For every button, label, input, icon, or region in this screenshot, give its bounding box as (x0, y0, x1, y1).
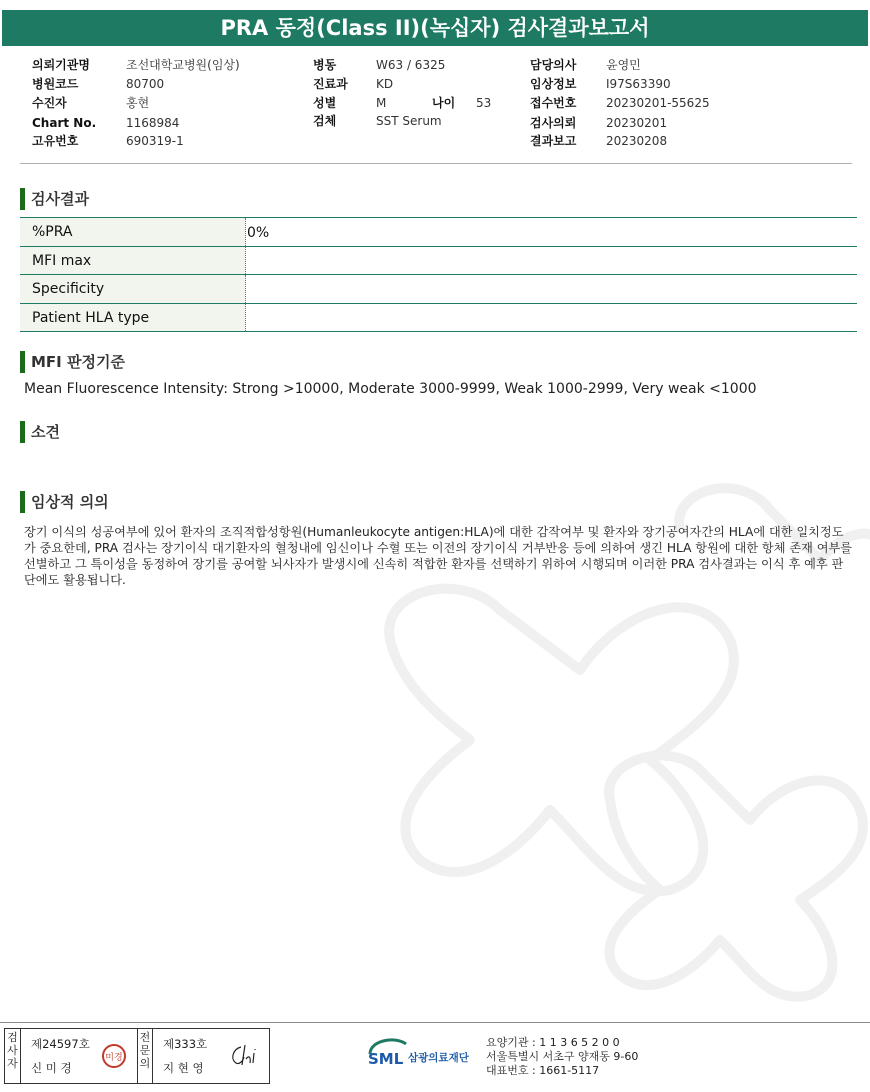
label-chart-no: Chart No. (32, 116, 97, 130)
report-title: PRA 동정(Class II)(녹십자) 검사결과보고서 (2, 10, 868, 46)
info-divider (20, 163, 852, 164)
seal-icon (101, 1043, 127, 1069)
label-doctor: 담당의사 (530, 58, 577, 72)
signature-box (4, 1028, 270, 1084)
label-clinical-info: 임상정보 (530, 77, 577, 91)
value-patient: 홍현 (126, 96, 150, 110)
clinical-significance-text: 장기 이식의 성공여부에 있어 환자의 조직적합성항원(Humanleukocyte antigen:HLA)에 대한 감작여부 및 환자와 장기공여자간의 HLA에 대한 일치정도가 중요한데, PRA 검사는 장기이식 대기환자의 혈청내에 임신이나 수혈 또는 이전의 장기이식 거부반응 등에 의하여 생긴 HLA 항원에 대한 항체 존재 여부를 선별하고 그 특이성을 동정하여 장기를 공여할 뇌사자가 발생시에 신속히 적합한 환자를 선택하기 위하여 시행되며 이러한 PRA 검사결과는 이식 후 예후 판단에도 활용됩니다. (24, 525, 853, 587)
value-age: 53 (476, 96, 492, 110)
results-table (20, 217, 857, 332)
table-row (20, 304, 857, 333)
org-address (486, 1036, 638, 1078)
label-report-date: 결과보고 (530, 134, 577, 148)
label-referring-institution: 의뢰기관명 (32, 58, 90, 72)
section-clinical-title: 임상적 의의 (20, 491, 109, 513)
value-chart-no: 1168984 (126, 116, 180, 130)
label-request-date: 검사의뢰 (530, 116, 577, 130)
result-label: Patient HLA type (20, 304, 246, 332)
table-row (20, 275, 857, 304)
label-receipt-no: 접수번호 (530, 96, 577, 110)
org-logo-text: SML (368, 1050, 404, 1068)
org-name: 삼광의료재단 (408, 1052, 469, 1064)
label-patient: 수진자 (32, 96, 67, 110)
label-unique-id: 고유번호 (32, 134, 79, 148)
value-clinical-info: I97S63390 (606, 77, 671, 91)
confirmer-label: 전 문 의 (137, 1029, 153, 1083)
label-department: 진료과 (313, 77, 348, 91)
value-receipt-no: 20230201-55625 (606, 96, 710, 110)
signature-icon (227, 1041, 263, 1071)
value-request-date: 20230201 (606, 116, 668, 130)
confirmer-license: 제333호 (163, 1037, 208, 1051)
label-age: 나이 (432, 96, 456, 110)
value-department: KD (376, 77, 394, 91)
value-hospital-code: 80700 (126, 77, 165, 91)
mfi-criteria-text: Mean Fluorescence Intensity: Strong >10000, Moderate 3000-9999, Weak 1000-2999, Very weak <1000 (24, 381, 757, 397)
value-doctor: 윤영민 (606, 58, 641, 72)
table-row (20, 247, 857, 276)
footer-divider (0, 1022, 870, 1023)
result-value: 0% (247, 225, 270, 241)
sml-logo (366, 1034, 486, 1074)
care-institution: 요양기관 : 1 1 3 6 5 2 0 0 (486, 1036, 620, 1049)
confirmer-name: 지 현 영 (163, 1061, 204, 1075)
label-specimen: 검체 (313, 114, 337, 128)
result-label: %PRA (20, 218, 246, 246)
value-sex: M (376, 96, 387, 110)
seal-text: 미경 (105, 1053, 123, 1063)
label-ward: 병동 (313, 58, 337, 72)
value-specimen: SST Serum (376, 114, 442, 128)
inspector-label: 검 사 자 (5, 1029, 21, 1083)
section-opinion-title: 소견 (20, 421, 60, 443)
phone: 대표번호 : 1661-5117 (486, 1064, 600, 1077)
value-referring-institution: 조선대학교병원(임상) (126, 58, 240, 72)
section-mfi-title: MFI 판정기준 (20, 351, 125, 373)
address: 서울특별시 서초구 양재동 9-60 (486, 1050, 639, 1063)
result-label: MFI max (20, 247, 246, 275)
inspector-name: 신 미 경 (31, 1061, 72, 1075)
value-unique-id: 690319-1 (126, 134, 184, 148)
label-sex: 성별 (313, 96, 337, 110)
value-ward: W63 / 6325 (376, 58, 446, 72)
result-label: Specificity (20, 275, 246, 303)
label-hospital-code: 병원코드 (32, 77, 79, 91)
value-report-date: 20230208 (606, 134, 668, 148)
section-results-title: 검사결과 (20, 188, 89, 210)
table-row (20, 217, 857, 247)
inspector-license: 제24597호 (31, 1037, 90, 1051)
